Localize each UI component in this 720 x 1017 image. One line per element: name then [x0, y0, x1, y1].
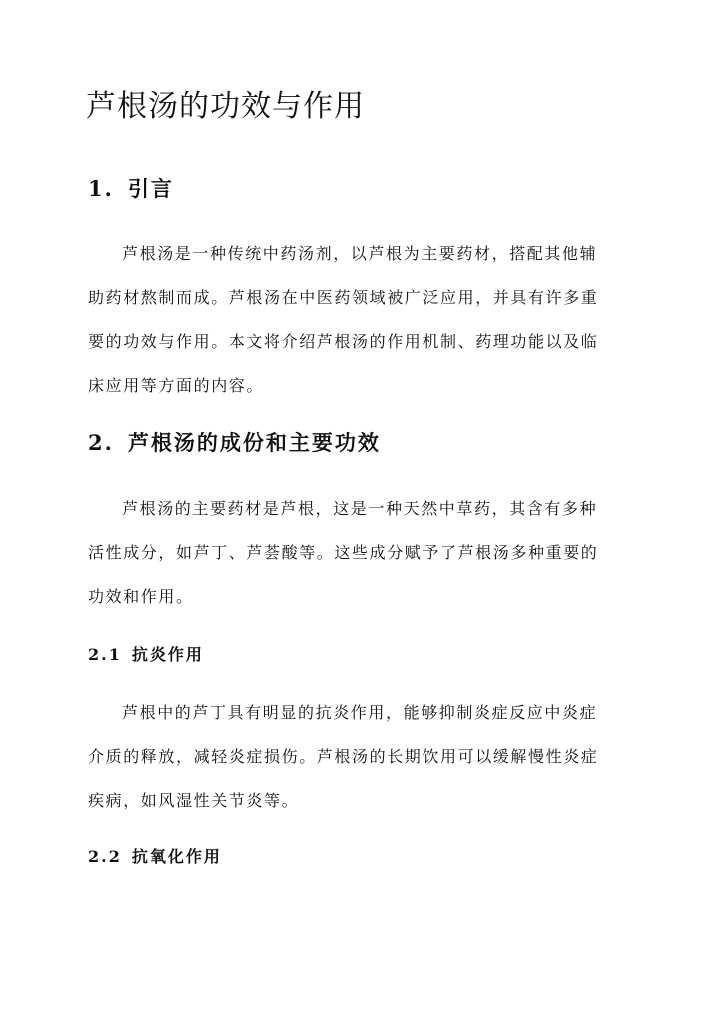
paragraph-line: 芦根汤是一种传统中药汤剂，以芦根为主要药材，搭配其他辅 — [122, 244, 598, 263]
anti-inflammatory-paragraph — [88, 697, 598, 829]
subsection-heading-antioxidant — [88, 845, 222, 869]
section-heading-ingredients-effects — [88, 428, 381, 458]
subsection-heading-anti-inflammatory — [88, 643, 204, 667]
section-number: 1. — [88, 176, 114, 201]
subsection-title: 抗氧化作用 — [131, 847, 222, 866]
paragraph-line: 活性成分，如芦丁、芦荟酸等。这些成分赋予了芦根汤多种重要的 — [88, 543, 599, 562]
document-title: 芦根汤的功效与作用 — [86, 89, 365, 124]
introduction-paragraph — [88, 238, 598, 414]
subsection-number: 2.1 — [88, 645, 122, 664]
subsection-number: 2.2 — [88, 847, 122, 866]
paragraph-line: 要的功效与作用。本文将介绍芦根汤的作用机制、药理功能以及临 — [88, 332, 599, 351]
section-title: 芦根汤的成份和主要功效 — [127, 430, 381, 455]
paragraph-line: 介质的释放，减轻炎症损伤。芦根汤的长期饮用可以缓解慢性炎症 — [88, 747, 599, 766]
paragraph-line: 芦根汤的主要药材是芦根，这是一种天然中草药，其含有多种 — [122, 499, 598, 518]
paragraph-line: 功效和作用。 — [88, 587, 194, 606]
paragraph-line: 芦根中的芦丁具有明显的抗炎作用，能够抑制炎症反应中炎症 — [122, 703, 598, 722]
section-number: 2. — [88, 430, 114, 455]
section-heading-introduction — [88, 174, 174, 204]
section-title: 引言 — [127, 176, 174, 201]
paragraph-line: 疾病，如风湿性关节炎等。 — [88, 791, 300, 810]
paragraph-line: 助药材熬制而成。芦根汤在中医药领域被广泛应用，并具有许多重 — [88, 288, 599, 307]
paragraph-line: 床应用等方面的内容。 — [88, 376, 265, 395]
ingredients-effects-paragraph — [88, 493, 598, 625]
subsection-title: 抗炎作用 — [131, 645, 204, 664]
